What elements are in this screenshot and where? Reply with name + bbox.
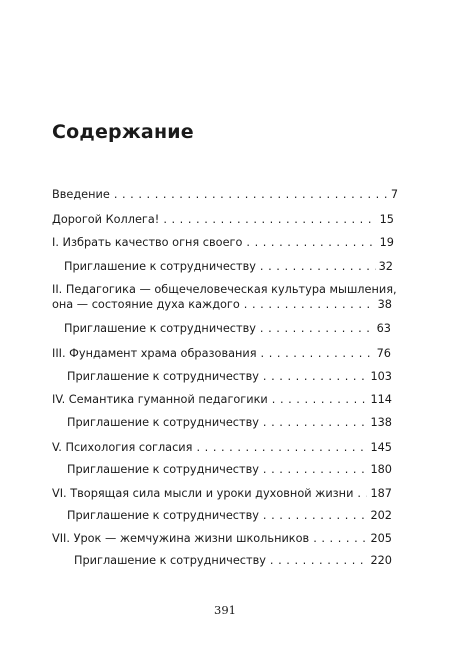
toc-label: Приглашение к сотрудничеству	[74, 554, 266, 567]
toc-label: I. Избрать качество огня своего	[52, 236, 243, 249]
dot-leader	[270, 553, 368, 569]
toc-line	[52, 440, 392, 456]
dot-leader	[260, 259, 376, 275]
toc-page-number: 38	[377, 298, 392, 311]
toc-label: III. Фундамент храма образования	[52, 347, 257, 360]
toc-label: VI. Творящая сила мысли и уроки духовной жизни	[52, 487, 354, 500]
toc-line-first	[52, 282, 397, 298]
toc-page-number: 76	[376, 347, 391, 360]
toc-label: V. Психология согласия	[52, 441, 193, 454]
toc-line	[67, 508, 392, 524]
page-title: Содержание	[52, 121, 194, 143]
dot-leader	[357, 486, 367, 502]
toc-line	[67, 462, 392, 478]
toc-label: Дорогой Коллега!	[52, 213, 160, 226]
dot-leader	[246, 235, 376, 251]
toc-label: IV. Семантика гуманной педагогики	[52, 393, 268, 406]
toc-line	[52, 187, 398, 203]
toc-label: VII. Урок — жемчужина жизни школьников	[52, 532, 310, 545]
toc-line	[52, 297, 392, 313]
toc-page-number: 19	[379, 236, 394, 249]
toc-line	[52, 531, 392, 547]
toc-page-number: 220	[370, 554, 392, 567]
toc-line	[64, 321, 391, 337]
toc-line	[67, 415, 392, 431]
toc-page-number: 114	[370, 393, 392, 406]
toc-label: Введение	[52, 188, 110, 201]
toc-page-number: 103	[370, 370, 392, 383]
toc-page-number: 202	[370, 509, 392, 522]
toc-label: она — состояние духа каждого	[52, 298, 240, 311]
dot-leader	[272, 392, 368, 408]
dot-leader	[163, 212, 376, 228]
toc-page-number: 63	[376, 322, 391, 335]
toc-page-number: 138	[370, 416, 392, 429]
toc-line	[52, 235, 394, 251]
toc-line	[67, 369, 392, 385]
toc-label-line1: II. Педагогика — общечеловеческая культура мышления,	[52, 283, 397, 296]
toc-line	[74, 553, 392, 569]
dot-leader	[244, 297, 375, 313]
toc-page-number: 32	[378, 260, 393, 273]
toc-page-number: 15	[379, 213, 394, 226]
dot-leader	[260, 321, 374, 337]
dot-leader	[261, 346, 374, 362]
toc-label: Приглашение к сотрудничеству	[64, 322, 256, 335]
toc-line	[52, 212, 394, 228]
dot-leader	[263, 369, 368, 385]
toc-line	[52, 392, 392, 408]
toc-page-number: 205	[370, 532, 392, 545]
page-number: 391	[214, 603, 236, 617]
toc-label: Приглашение к сотрудничеству	[67, 416, 259, 429]
dot-leader	[114, 187, 388, 203]
toc-page-number: 180	[370, 463, 392, 476]
toc-page-number: 145	[370, 441, 392, 454]
toc-page-number: 7	[390, 188, 398, 201]
dot-leader	[263, 508, 368, 524]
dot-leader	[263, 415, 368, 431]
toc-label: Приглашение к сотрудничеству	[67, 370, 259, 383]
toc-label: Приглашение к сотрудничеству	[64, 260, 256, 273]
dot-leader	[196, 440, 367, 456]
toc-line	[52, 346, 391, 362]
toc-label: Приглашение к сотрудничеству	[67, 463, 259, 476]
dot-leader	[263, 462, 368, 478]
toc-page-number: 187	[370, 487, 392, 500]
toc-label: Приглашение к сотрудничеству	[67, 509, 259, 522]
toc-line	[64, 259, 393, 275]
toc-line	[52, 486, 392, 502]
dot-leader	[313, 531, 367, 547]
